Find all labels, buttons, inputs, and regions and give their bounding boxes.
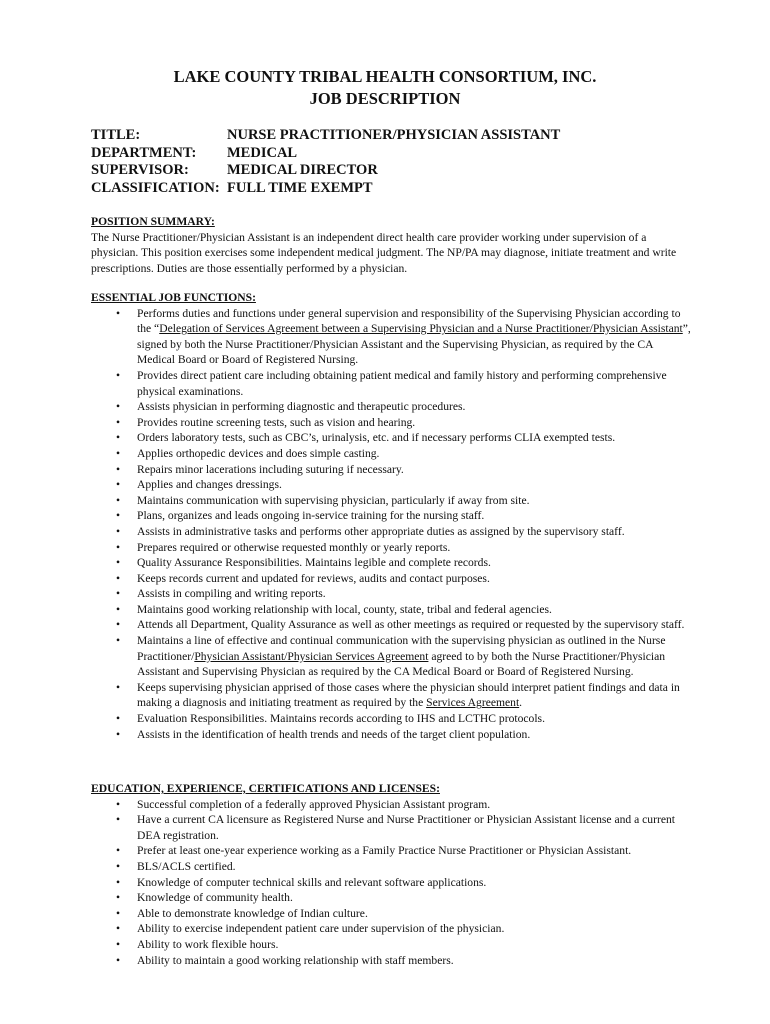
list-item: • Plans, organizes and leads ongoing in-service training for the nursing staff. [91, 508, 691, 524]
meta-label: SUPERVISOR: [91, 162, 189, 178]
position-summary-section [91, 214, 691, 276]
list-item: • Knowledge of computer technical skills and relevant software applications. [91, 875, 691, 891]
list-item: • Have a current CA licensure as Registered Nurse and Nurse Practitioner or Physician Assistant license and a current DEA registration. [91, 812, 691, 843]
list-item: • BLS/ACLS certified. [91, 859, 691, 875]
list-item: • Prepares required or otherwise requested monthly or yearly reports. [91, 540, 691, 556]
list-item: • Ability to exercise independent patient care under supervision of the physician. [91, 921, 691, 937]
meta-row-classification [91, 180, 560, 198]
meta-row-title [91, 127, 560, 145]
item-text: Performs duties and functions under general supervision and responsibility of the Supervising Physician according to the “ [137, 306, 681, 336]
list-item: • Provides direct patient care including obtaining patient medical and family history and performing comprehensive physical examinations. [91, 368, 691, 399]
agreement-title: Physician Assistant/Physician Services Agreement [194, 649, 429, 663]
meta-row-supervisor [91, 162, 560, 180]
list-item: • Assists physician in performing diagnostic and therapeutic procedures. [91, 399, 691, 415]
meta-value: NURSE PRACTITIONER/PHYSICIAN ASSISTANT [227, 127, 561, 143]
item-text: . [519, 696, 523, 710]
meta-value: MEDICAL DIRECTOR [227, 162, 378, 178]
education-list [91, 797, 691, 969]
list-item [91, 633, 691, 680]
position-summary-text: The Nurse Practitioner/Physician Assistant is an independent direct health care provider working under supervision of a physician. This position exercises some independent medical judgment. The NP/PA may diagnose, initiate treatment and write prescriptions. Duties are those essentially performed by a physician. [91, 230, 677, 275]
list-item: • Assists in administrative tasks and performs other appropriate duties as assigned by the supervisory staff. [91, 524, 691, 540]
essential-functions-section [91, 290, 691, 742]
list-item: • Quality Assurance Responsibilities. Maintains legible and complete records. [91, 555, 691, 571]
meta-value: MEDICAL [227, 144, 298, 161]
section-heading: EDUCATION, EXPERIENCE, CERTIFICATIONS AND LICENSES: [91, 782, 440, 795]
meta-label: DEPARTMENT: [91, 144, 197, 161]
list-item: • Applies and changes dressings. [91, 477, 691, 493]
org-name: LAKE COUNTY TRIBAL HEALTH CONSORTIUM, INC. [173, 67, 597, 86]
item-text: Keeps supervising physician apprised of those cases where the physician should interpret patient findings and data in making a diagnosis and initiating treatment as required by the [137, 680, 680, 710]
list-item: • Attends all Department, Quality Assurance as well as other meetings as required or requested by the supervisory staff. [91, 617, 691, 633]
list-item: • Able to demonstrate knowledge of Indian culture. [91, 906, 691, 922]
meta-label: CLASSIFICATION: [91, 179, 220, 196]
section-heading: POSITION SUMMARY: [91, 215, 215, 228]
meta-value: FULL TIME EXEMPT [227, 179, 373, 196]
meta-label: TITLE: [91, 127, 141, 143]
section-heading: ESSENTIAL JOB FUNCTIONS: [91, 291, 256, 304]
job-meta [91, 127, 560, 197]
list-item: • Knowledge of community health. [91, 890, 691, 906]
list-item: • Applies orthopedic devices and does simple casting. [91, 446, 691, 462]
list-item: • Evaluation Responsibilities. Maintains records according to IHS and LCTHC protocols. [91, 711, 691, 727]
list-item: • Ability to work flexible hours. [91, 937, 691, 953]
document-header [0, 66, 770, 110]
list-item: • Assists in compiling and writing reports. [91, 586, 691, 602]
list-item: • Ability to maintain a good working relationship with staff members. [91, 953, 691, 969]
list-item: • Prefer at least one-year experience working as a Family Practice Nurse Practitioner or Physician Assistant. [91, 843, 691, 859]
agreement-title: Services Agreement [426, 696, 520, 710]
document-type: JOB DESCRIPTION [309, 89, 461, 108]
list-item: • Assists in the identification of health trends and needs of the target client population. [91, 727, 691, 743]
list-item: • Keeps records current and updated for reviews, audits and contact purposes. [91, 571, 691, 587]
meta-row-department [91, 145, 560, 163]
list-item: • Successful completion of a federally approved Physician Assistant program. [91, 797, 691, 813]
list-item: • Maintains good working relationship with local, county, state, tribal and federal agencies. [91, 602, 691, 618]
item-text: Maintains a line of effective and continual communication with the supervising physician as outlined in the Nurse Practitioner/ [137, 634, 666, 663]
item-text: ”, signed by both the Nurse Practitioner/Physician Assistant and the Supervising Physician, as required by the CA Medical Board or Board of Registered Nursing. [137, 322, 691, 367]
item-text: agreed to by both the Nurse Practitioner/Physician Assistant and Supervising Physician as required by the CA Medical Board or Board of Registered Nursing. [137, 649, 666, 679]
list-item: • Repairs minor lacerations including suturing if necessary. [91, 462, 691, 478]
list-item [91, 306, 691, 368]
education-section [91, 781, 691, 968]
functions-list [91, 306, 691, 743]
list-item: • Orders laboratory tests, such as CBC’s, urinalysis, etc. and if necessary performs CLIA exempted tests. [91, 430, 691, 446]
list-item: • Provides routine screening tests, such as vision and hearing. [91, 415, 691, 431]
list-item [91, 680, 691, 711]
list-item: • Maintains communication with supervising physician, particularly if away from site. [91, 493, 691, 509]
agreement-title: Delegation of Services Agreement between a Supervising Physician and a Nurse Practitioner/Physician Assistant [159, 322, 683, 336]
